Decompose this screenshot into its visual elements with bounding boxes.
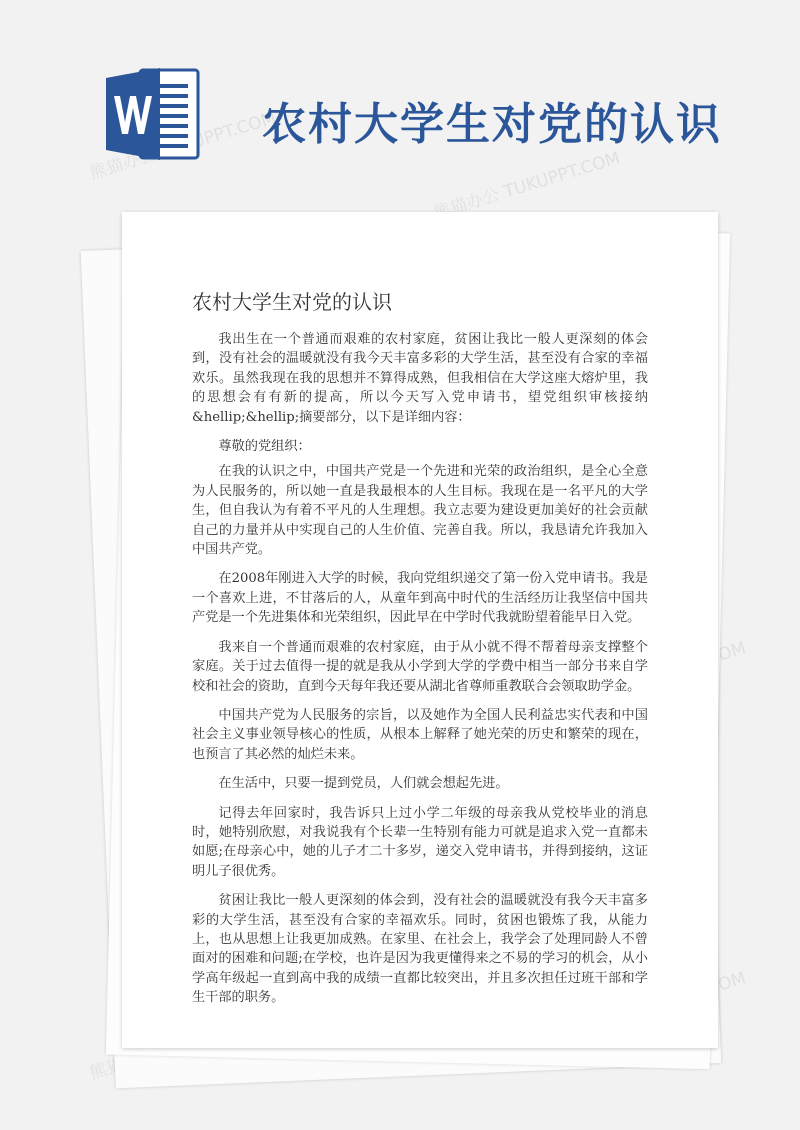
banner-title: 农村大学生对党的认识 — [262, 99, 722, 150]
document-title: 农村大学生对党的认识 — [192, 290, 392, 314]
paragraph-intro: 我出生在一个普通而艰难的农村家庭，贫困让我比一般人更深刻的体会到，没有社会的温暖就没有我今天丰富多彩的大学生活，甚至没有合家的幸福欢乐。虽然我现在我的思想并不算得成熟，但我相信在大学这座大熔炉里，我的思想会有有新的提高，所以今天写入党申请书，望党组织审核接纳&hellip;&hellip;摘要部分，以下是详细内容： — [192, 332, 648, 425]
word-document-icon — [104, 64, 200, 164]
paragraph-4: 我来自一个普通而艰难的农村家庭，由于从小就不得不帮着母亲支撑整个家庭。关于过去值得一提的就是我从小学到大学的学费中相当一部分书来自学校和社会的资助，直到今天每年我还要从湖北省尊师重教联合会领取助学金。 — [192, 639, 648, 694]
paragraph-2: 在我的认识之中，中国共产党是一个先进和光荣的政治组织，是全心全意为人民服务的，所以她一直是我最根本的人生目标。我现在是一名平凡的大学生，但自我认为有着不平凡的人生理想。我立志要为建设更加美好的社会贡献自己的力量并从中实现自己的人生价值、完善自我。所以，我恳请允许我加入中国共产党。 — [192, 464, 648, 558]
document-body — [192, 330, 648, 1018]
document-page — [122, 212, 718, 1048]
paragraph-5: 中国共产党为人民服务的宗旨，以及她作为全国人民利益忠实代表和中国社会主义事业领导核心的性质，从根本上解释了她光荣的历史和繁荣的现在，也预言了其必然的灿烂未来。 — [192, 707, 648, 762]
paragraph-salutation: 尊敬的党组织： — [218, 439, 311, 455]
paragraph-7: 记得去年回家时，我告诉只上过小学二年级的母亲我从党校毕业的消息时，她特别欣慰，对我说我有个长辈一生特别有能力可就是追求入党一直都未如愿;在母亲心中，她的儿子才二十多岁，递交入党申请书，并得到接纳，这证明儿子很优秀。 — [192, 805, 648, 879]
paragraph-3: 在2008年刚进入大学的时候，我向党组织递交了第一份入党申请书。我是一个喜欢上进，不甘落后的人，从童年到高中时代的生活经历让我坚信中国共产党是一个先进集体和光荣组织，因此早在中学时代我就盼望着能早日入党。 — [192, 571, 648, 626]
paragraph-6: 在生活中，只要一提到党员，人们就会想起先进。 — [218, 776, 509, 792]
watermark-2: 熊猫办公 TUKUPPT.COM — [431, 148, 623, 224]
watermark-1: 熊猫办公 TUKUPPT.COM — [87, 108, 279, 184]
paragraph-8: 贫困让我比一般人更深刻的体会到，没有社会的温暖就没有我今天丰富多彩的大学生活，甚至没有合家的幸福欢乐。同时，贫困也锻炼了我，从能力上，也从思想上让我更加成熟。在家里、在社会上，我学会了处理同龄人不曾面对的困难和问题;在学校，也许是因为我更懂得来之不易的学习的机会，从小学高年级起一直到高中我的成绩一直都比较突出，并且多次担任过班干部和学生干部的职务。 — [192, 893, 648, 1006]
